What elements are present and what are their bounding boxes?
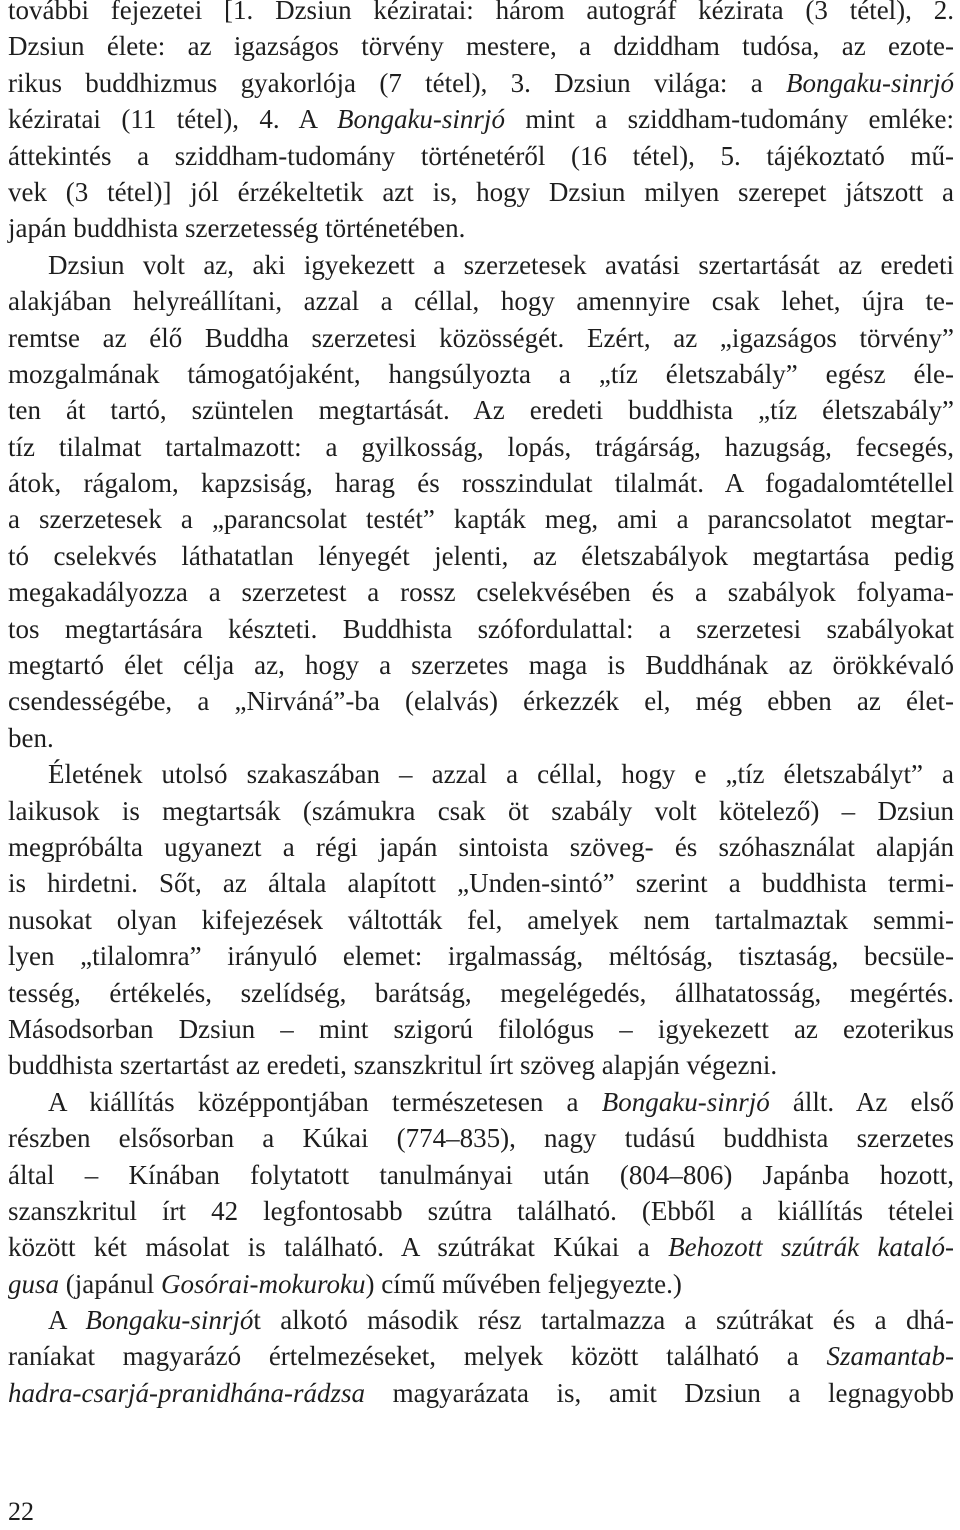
text-line: [8, 538, 954, 574]
text-segment: A: [48, 1305, 86, 1336]
page-text: [8, 0, 954, 1411]
text-line: [8, 1266, 954, 1302]
text-segment: ) című művében feljegyezte.): [365, 1268, 682, 1299]
text-line: [8, 938, 954, 974]
text-segment: is hirdetni. Sőt, az általa alapított „Unden-sintó” szerint a buddhista termi-: [8, 868, 954, 899]
text-segment: áttekintés a sziddham-tudomány történetéről (16 tétel), 5. tájékoztató mű-: [8, 140, 954, 171]
text-segment: A kiállítás középpontjában természetesen a: [48, 1086, 602, 1117]
text-segment: szanszkritul írt 42 legfontosabb szútra található. (Ebből a kiállítás tételei: [8, 1195, 954, 1226]
text-line: [8, 210, 954, 246]
page-number: 22: [8, 1497, 34, 1526]
text-line: [8, 320, 954, 356]
text-line: [8, 793, 954, 829]
text-line: [8, 283, 954, 319]
text-segment: japán buddhista szerzetesség történetében.: [8, 213, 466, 244]
text-line: [8, 647, 954, 683]
text-segment: megtartó élet célja az, hogy a szerzetes maga is Buddhának az örökkévaló: [8, 650, 954, 681]
text-line: [8, 356, 954, 392]
text-segment: a szerzetesek a „parancsolat testét” kapták meg, ami a parancsolatot megtar-: [8, 504, 954, 535]
text-segment: rikus buddhizmus gyakorlója (7 tétel), 3. Dzsiun világa: a: [8, 67, 786, 98]
text-segment: részben elsősorban a Kúkai (774–835), nagy tudású buddhista szerzetes: [8, 1123, 954, 1154]
text-line: [8, 756, 954, 792]
text-segment: állt. Az első: [769, 1086, 954, 1117]
text-segment: lyen „tilalomra” irányuló elemet: irgalmasság, méltóság, tisztaság, becsüle-: [8, 941, 954, 972]
text-segment: t alkotó második rész tartalmazza a szútrákat és a dhá-: [253, 1305, 954, 1336]
text-line: [8, 0, 954, 28]
text-line: [8, 865, 954, 901]
text-segment: Másodsorban Dzsiun – mint szigorú filológus – igyekezett az ezoterikus: [8, 1013, 954, 1044]
text-line: [8, 611, 954, 647]
italic-text: Gosórai-mokuroku: [160, 1268, 366, 1299]
text-line: [8, 683, 954, 719]
text-segment: tíz tilalmat tartalmazott: a gyilkosság, lopás, trágárság, hazugság, fecsegés,: [8, 431, 954, 462]
text-line: [8, 1157, 954, 1193]
text-segment: kéziratai (11 tétel), 4. A: [8, 104, 337, 135]
text-line: [8, 65, 954, 101]
text-line: [8, 1120, 954, 1156]
text-line: [8, 1011, 954, 1047]
text-line: [8, 1047, 954, 1083]
text-segment: Életének utolsó szakaszában – azzal a céllal, hogy e „tíz életszabályt” a: [48, 759, 954, 790]
text-segment: (japánul: [59, 1268, 161, 1299]
text-line: [8, 429, 954, 465]
text-segment: tesség, értékelés, szelídség, barátság, megelégedés, állhatatosság, megértés.: [8, 977, 954, 1008]
text-segment: ben.: [8, 722, 54, 753]
text-line: [8, 975, 954, 1011]
text-segment: Dzsiun volt az, aki igyekezett a szerzetesek avatási szertartását az eredeti: [48, 249, 954, 280]
text-line: [8, 1338, 954, 1374]
italic-text: gusa: [8, 1268, 60, 1299]
text-line: [8, 28, 954, 64]
text-line: [8, 829, 954, 865]
text-line: [8, 101, 954, 137]
text-segment: csendességébe, a „Nirváná”-ba (elalvás) érkezzék el, még ebben az élet-: [8, 686, 954, 717]
text-segment: laikusok is megtartsák (számukra csak öt szabály volt kötelező) – Dzsiun: [8, 795, 954, 826]
italic-text: Bongaku-sinrjó: [786, 67, 954, 98]
text-segment: között két másolat is található. A szútrákat Kúkai a: [8, 1232, 669, 1263]
text-line: [8, 465, 954, 501]
italic-text: Behozott szútrák kataló-: [668, 1232, 954, 1263]
italic-text: Bongaku-sinrjó: [85, 1305, 254, 1336]
text-segment: ten át tartó, szüntelen megtartását. Az eredeti buddhista „tíz életszabály”: [8, 395, 954, 426]
text-segment: buddhista szertartást az eredeti, szanszkritul írt szöveg alapján végezni.: [8, 1050, 778, 1081]
text-segment: vek (3 tétel)] jól érzékeltetik azt is, hogy Dzsiun milyen szerepet játszott a: [8, 176, 954, 207]
text-segment: raníakat magyarázó értelmezéseket, melyek között található a: [8, 1341, 827, 1372]
text-segment: megpróbálta ugyanezt a régi japán sintoista szöveg- és szóhasználat alapján: [8, 831, 954, 862]
text-line: [8, 501, 954, 537]
text-segment: által – Kínában folytatott tanulmányai után (804–806) Japánba hozott,: [8, 1159, 954, 1190]
text-segment: tos megtartására készteti. Buddhista szófordulattal: a szerzetesi szabályokat: [8, 613, 954, 644]
italic-text: Bongaku-sinrjó: [601, 1086, 770, 1117]
text-segment: magyarázata is, amit Dzsiun a legnagyobb: [365, 1377, 954, 1408]
text-segment: nusokat olyan kifejezések váltották fel, amelyek nem tartalmaztak semmi-: [8, 904, 954, 935]
text-segment: Dzsiun élete: az igazságos törvény mestere, a dziddham tudósa, az ezote-: [8, 31, 954, 62]
text-segment: mozgalmának támogatójaként, hangsúlyozta a „tíz életszabály” egész éle-: [8, 358, 954, 389]
italic-text: Bongaku-sinrjó: [336, 104, 505, 135]
text-line: [8, 392, 954, 428]
text-segment: tó cselekvés láthatatlan lényegét jelenti, az életszabályok megtartása pedig: [8, 540, 954, 571]
text-line: [8, 138, 954, 174]
text-line: [8, 902, 954, 938]
text-line: [8, 1193, 954, 1229]
text-segment: remtse az élő Buddha szerzetesi közösségét. Ezért, az „igazságos törvény”: [8, 322, 954, 353]
text-segment: további fejezetei [1. Dzsiun kéziratai: három autográf kézirata (3 tétel), 2.: [8, 0, 954, 25]
text-line: [8, 247, 954, 283]
italic-text: Szamantab-: [826, 1341, 954, 1372]
text-line: [8, 1302, 954, 1338]
italic-text: hadra-csarjá-pranidhána-rádzsa: [8, 1377, 366, 1408]
text-line: [8, 1084, 954, 1120]
text-line: [8, 574, 954, 610]
text-segment: mint a sziddham-tudomány emléke:: [504, 104, 954, 135]
text-segment: átok, rágalom, kapzsiság, harag és rosszindulat tilalmát. A fogadalomtétellel: [8, 468, 954, 499]
text-line: [8, 1229, 954, 1265]
text-line: [8, 1375, 954, 1411]
text-line: [8, 174, 954, 210]
text-segment: megakadályozza a szerzetest a rossz cselekvésében és a szabályok folyama-: [8, 577, 954, 608]
text-line: [8, 720, 954, 756]
text-segment: alakjában helyreállítani, azzal a céllal, hogy amennyire csak lehet, újra te-: [8, 286, 954, 317]
